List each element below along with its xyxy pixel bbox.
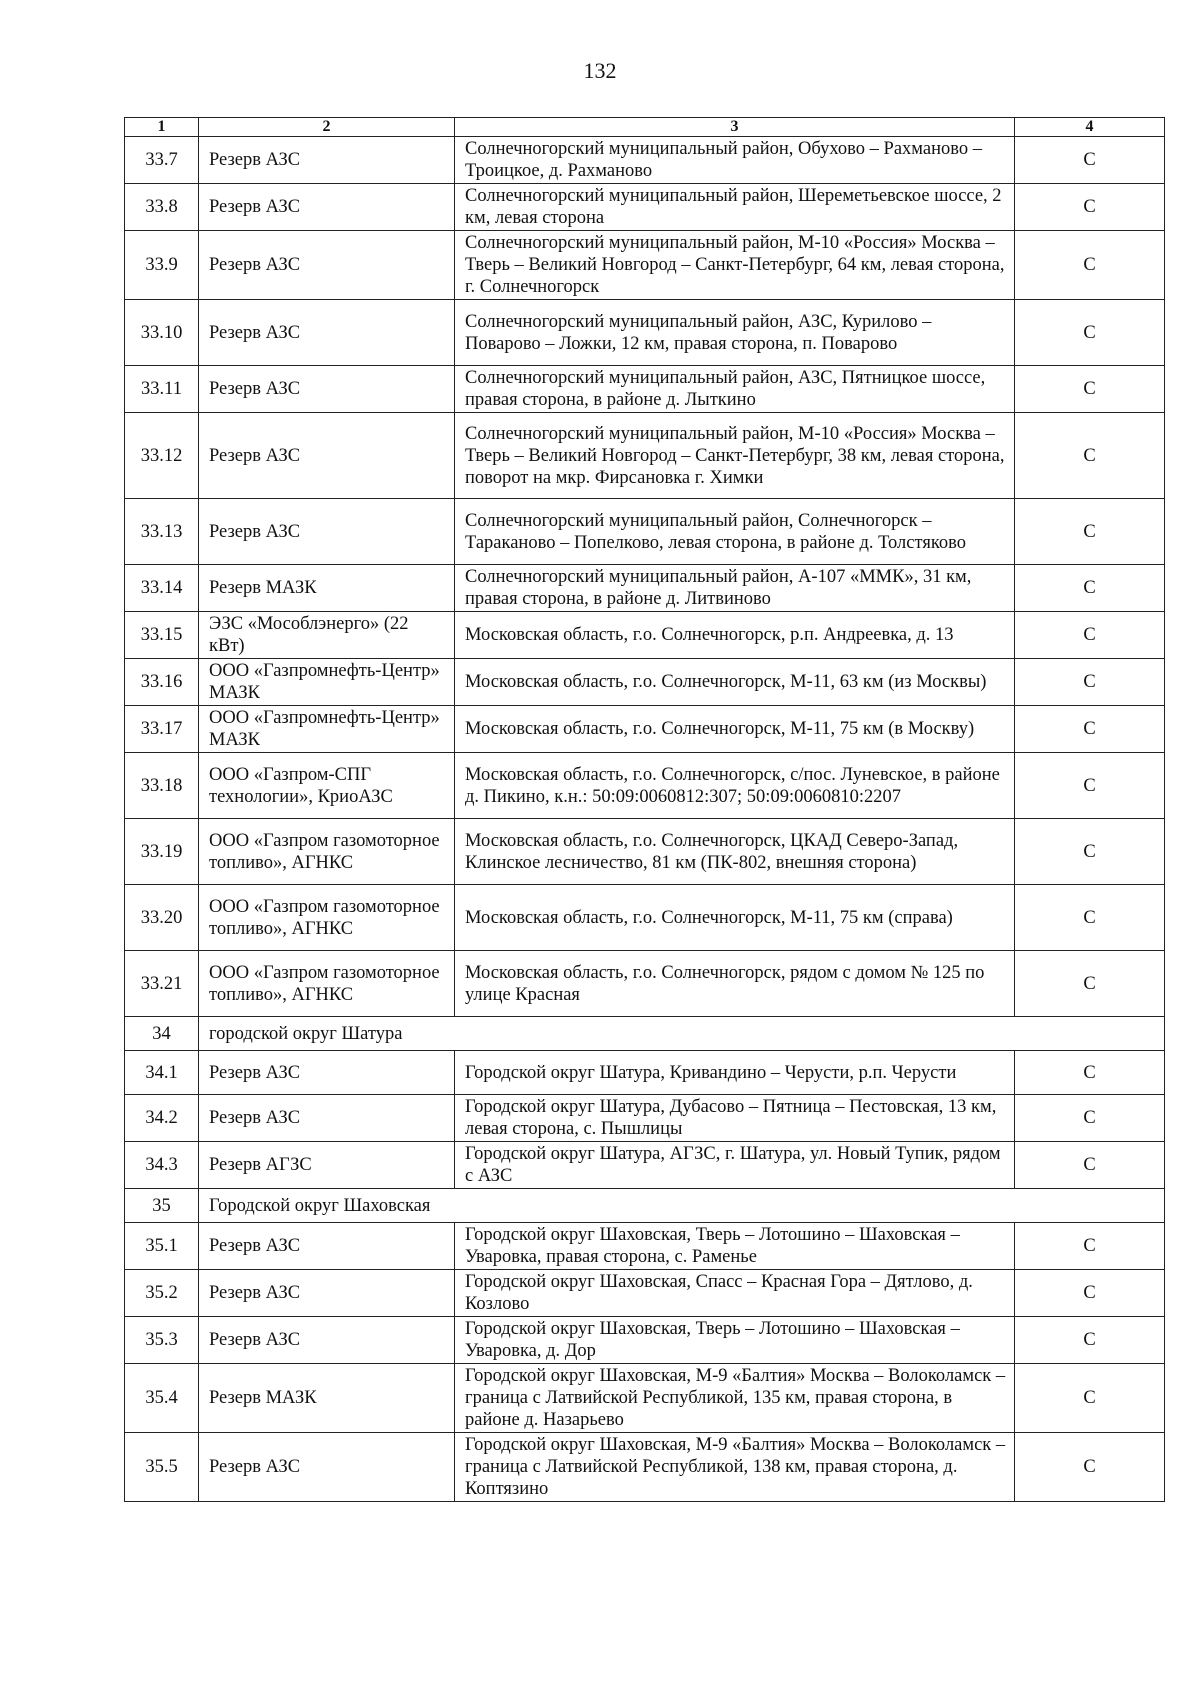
facility-code: С bbox=[1015, 1051, 1165, 1095]
section-number: 35 bbox=[125, 1189, 199, 1223]
row-number: 33.16 bbox=[125, 659, 199, 706]
table-row bbox=[125, 499, 1165, 565]
table-row bbox=[125, 1364, 1165, 1433]
facility-name: Резерв АЗС bbox=[199, 1095, 455, 1142]
facility-name: Резерв АЗС bbox=[199, 366, 455, 413]
header-row bbox=[125, 118, 1165, 137]
table-row bbox=[125, 1433, 1165, 1502]
table-row bbox=[125, 565, 1165, 612]
facility-address: Городской округ Шаховская, М-9 «Балтия» Москва – Волоколамск – граница с Латвийской Республикой, 135 км, правая сторона, в районе д. Назарьево bbox=[455, 1364, 1015, 1433]
section-name: Городской округ Шаховская bbox=[199, 1189, 1165, 1223]
row-number: 35.5 bbox=[125, 1433, 199, 1502]
table-row bbox=[125, 951, 1165, 1017]
row-number: 33.12 bbox=[125, 413, 199, 499]
row-number: 33.8 bbox=[125, 184, 199, 231]
row-number: 35.4 bbox=[125, 1364, 199, 1433]
row-number: 33.13 bbox=[125, 499, 199, 565]
facility-address: Городской округ Шатура, АГЗС, г. Шатура, ул. Новый Тупик, рядом с АЗС bbox=[455, 1142, 1015, 1189]
table-row bbox=[125, 706, 1165, 753]
table-row bbox=[125, 885, 1165, 951]
facilities-table-container bbox=[124, 117, 1164, 1502]
facility-address: Московская область, г.о. Солнечногорск, р.п. Андреевка, д. 13 bbox=[455, 612, 1015, 659]
facility-code: С bbox=[1015, 885, 1165, 951]
table-row bbox=[125, 612, 1165, 659]
facility-address: Городской округ Шатура, Дубасово – Пятница – Пестовская, 13 км, левая сторона, с. Пышлицы bbox=[455, 1095, 1015, 1142]
facility-code: С bbox=[1015, 300, 1165, 366]
table-row bbox=[125, 413, 1165, 499]
facility-code: С bbox=[1015, 137, 1165, 184]
facility-address: Московская область, г.о. Солнечногорск, М-11, 63 км (из Москвы) bbox=[455, 659, 1015, 706]
facility-name: Резерв АЗС bbox=[199, 499, 455, 565]
row-number: 33.7 bbox=[125, 137, 199, 184]
row-number: 33.9 bbox=[125, 231, 199, 300]
row-number: 33.18 bbox=[125, 753, 199, 819]
facility-code: С bbox=[1015, 706, 1165, 753]
facility-code: С bbox=[1015, 1142, 1165, 1189]
facility-code: С bbox=[1015, 753, 1165, 819]
row-number: 35.1 bbox=[125, 1223, 199, 1270]
facility-name: Резерв АЗС bbox=[199, 1051, 455, 1095]
facility-code: С bbox=[1015, 413, 1165, 499]
facility-name: ООО «Газпромнефть-Центр» МАЗК bbox=[199, 659, 455, 706]
facility-code: С bbox=[1015, 1095, 1165, 1142]
row-number: 33.14 bbox=[125, 565, 199, 612]
facility-address: Солнечногорский муниципальный район, М-10 «Россия» Москва – Тверь – Великий Новгород – Санкт-Петербург, 64 км, левая сторона, г. Солнечногорск bbox=[455, 231, 1015, 300]
table-row bbox=[125, 753, 1165, 819]
facility-name: Резерв АЗС bbox=[199, 137, 455, 184]
row-number: 33.21 bbox=[125, 951, 199, 1017]
facility-address: Городской округ Шаховская, Спасс – Красная Гора – Дятлово, д. Козлово bbox=[455, 1270, 1015, 1317]
table-row bbox=[125, 1095, 1165, 1142]
table-row bbox=[125, 1317, 1165, 1364]
table-row bbox=[125, 1142, 1165, 1189]
facility-name: ООО «Газпром газомоторное топливо», АГНКС bbox=[199, 951, 455, 1017]
facility-code: С bbox=[1015, 951, 1165, 1017]
facility-code: С bbox=[1015, 565, 1165, 612]
table-row bbox=[125, 300, 1165, 366]
facility-code: С bbox=[1015, 499, 1165, 565]
row-number: 33.19 bbox=[125, 819, 199, 885]
facility-code: С bbox=[1015, 1270, 1165, 1317]
facility-name: Резерв МАЗК bbox=[199, 1364, 455, 1433]
row-number: 34.3 bbox=[125, 1142, 199, 1189]
facility-code: С bbox=[1015, 1364, 1165, 1433]
row-number: 33.10 bbox=[125, 300, 199, 366]
table-row bbox=[125, 659, 1165, 706]
facility-name: Резерв АЗС bbox=[199, 184, 455, 231]
facility-address: Городской округ Шаховская, Тверь – Лотошино – Шаховская – Уваровка, правая сторона, с. Раменье bbox=[455, 1223, 1015, 1270]
row-number: 33.11 bbox=[125, 366, 199, 413]
facility-address: Московская область, г.о. Солнечногорск, М-11, 75 км (в Москву) bbox=[455, 706, 1015, 753]
row-number: 34.1 bbox=[125, 1051, 199, 1095]
facility-address: Московская область, г.о. Солнечногорск, М-11, 75 км (справа) bbox=[455, 885, 1015, 951]
facility-address: Солнечногорский муниципальный район, Шереметьевское шоссе, 2 км, левая сторона bbox=[455, 184, 1015, 231]
facility-address: Солнечногорский муниципальный район, АЗС, Пятницкое шоссе, правая сторона, в районе д. Лыткино bbox=[455, 366, 1015, 413]
facility-code: С bbox=[1015, 1317, 1165, 1364]
table-row bbox=[125, 184, 1165, 231]
facility-name: ООО «Газпромнефть-Центр» МАЗК bbox=[199, 706, 455, 753]
facility-name: Резерв АЗС bbox=[199, 1317, 455, 1364]
table-body bbox=[125, 137, 1165, 1502]
facility-code: С bbox=[1015, 1223, 1165, 1270]
row-number: 33.15 bbox=[125, 612, 199, 659]
facility-name: ООО «Газпром газомоторное топливо», АГНКС bbox=[199, 819, 455, 885]
row-number: 33.20 bbox=[125, 885, 199, 951]
section-row bbox=[125, 1017, 1165, 1051]
section-row bbox=[125, 1189, 1165, 1223]
facility-name: ООО «Газпром газомоторное топливо», АГНКС bbox=[199, 885, 455, 951]
facility-name: Резерв АЗС bbox=[199, 1433, 455, 1502]
facility-name: Резерв АГЗС bbox=[199, 1142, 455, 1189]
row-number: 35.2 bbox=[125, 1270, 199, 1317]
row-number: 33.17 bbox=[125, 706, 199, 753]
facility-address: Городской округ Шаховская, М-9 «Балтия» Москва – Волоколамск – граница с Латвийской Республикой, 138 км, правая сторона, д. Коптязино bbox=[455, 1433, 1015, 1502]
facility-name: ЭЗС «Мособлэнерго» (22 кВт) bbox=[199, 612, 455, 659]
table-row bbox=[125, 1051, 1165, 1095]
facility-address: Солнечногорский муниципальный район, М-10 «Россия» Москва – Тверь – Великий Новгород – Санкт-Петербург, 38 км, левая сторона, поворот на мкр. Фирсановка г. Химки bbox=[455, 413, 1015, 499]
header-col-1: 1 bbox=[125, 118, 199, 137]
section-number: 34 bbox=[125, 1017, 199, 1051]
header-col-3: 3 bbox=[455, 118, 1015, 137]
facility-name: ООО «Газпром-СПГ технологии», КриоАЗС bbox=[199, 753, 455, 819]
table-row bbox=[125, 137, 1165, 184]
table-row bbox=[125, 1270, 1165, 1317]
facility-name: Резерв АЗС bbox=[199, 1223, 455, 1270]
facility-name: Резерв АЗС bbox=[199, 1270, 455, 1317]
row-number: 35.3 bbox=[125, 1317, 199, 1364]
table-row bbox=[125, 366, 1165, 413]
facility-name: Резерв АЗС bbox=[199, 300, 455, 366]
facilities-table bbox=[124, 117, 1165, 1502]
facility-code: С bbox=[1015, 184, 1165, 231]
facility-code: С bbox=[1015, 819, 1165, 885]
facility-address: Солнечногорский муниципальный район, Обухово – Рахманово – Троицкое, д. Рахманово bbox=[455, 137, 1015, 184]
row-number: 34.2 bbox=[125, 1095, 199, 1142]
table-row bbox=[125, 819, 1165, 885]
facility-code: С bbox=[1015, 612, 1165, 659]
table-row bbox=[125, 1223, 1165, 1270]
table-row bbox=[125, 231, 1165, 300]
facility-code: С bbox=[1015, 231, 1165, 300]
facility-address: Московская область, г.о. Солнечногорск, рядом с домом № 125 по улице Красная bbox=[455, 951, 1015, 1017]
facility-address: Солнечногорский муниципальный район, Солнечногорск – Тараканово – Попелково, левая сторона, в районе д. Толстяково bbox=[455, 499, 1015, 565]
facility-code: С bbox=[1015, 1433, 1165, 1502]
facility-address: Московская область, г.о. Солнечногорск, с/пос. Луневское, в районе д. Пикино, к.н.: 50:09:0060812:307; 50:09:0060810:2207 bbox=[455, 753, 1015, 819]
facility-address: Городской округ Шаховская, Тверь – Лотошино – Шаховская – Уваровка, д. Дор bbox=[455, 1317, 1015, 1364]
facility-address: Городской округ Шатура, Кривандино – Черусти, р.п. Черусти bbox=[455, 1051, 1015, 1095]
header-col-2: 2 bbox=[199, 118, 455, 137]
facility-address: Солнечногорский муниципальный район, А-107 «ММК», 31 км, правая сторона, в районе д. Литвиново bbox=[455, 565, 1015, 612]
facility-address: Московская область, г.о. Солнечногорск, ЦКАД Северо-Запад, Клинское лесничество, 81 км (ПК-802, внешняя сторона) bbox=[455, 819, 1015, 885]
facility-name: Резерв АЗС bbox=[199, 231, 455, 300]
section-name: городской округ Шатура bbox=[199, 1017, 1165, 1051]
header-col-4: 4 bbox=[1015, 118, 1165, 137]
facility-name: Резерв АЗС bbox=[199, 413, 455, 499]
page-number: 132 bbox=[583, 58, 617, 83]
facility-code: С bbox=[1015, 659, 1165, 706]
facility-address: Солнечногорский муниципальный район, АЗС, Курилово – Поварово – Ложки, 12 км, правая сторона, п. Поварово bbox=[455, 300, 1015, 366]
facility-code: С bbox=[1015, 366, 1165, 413]
facility-name: Резерв МАЗК bbox=[199, 565, 455, 612]
